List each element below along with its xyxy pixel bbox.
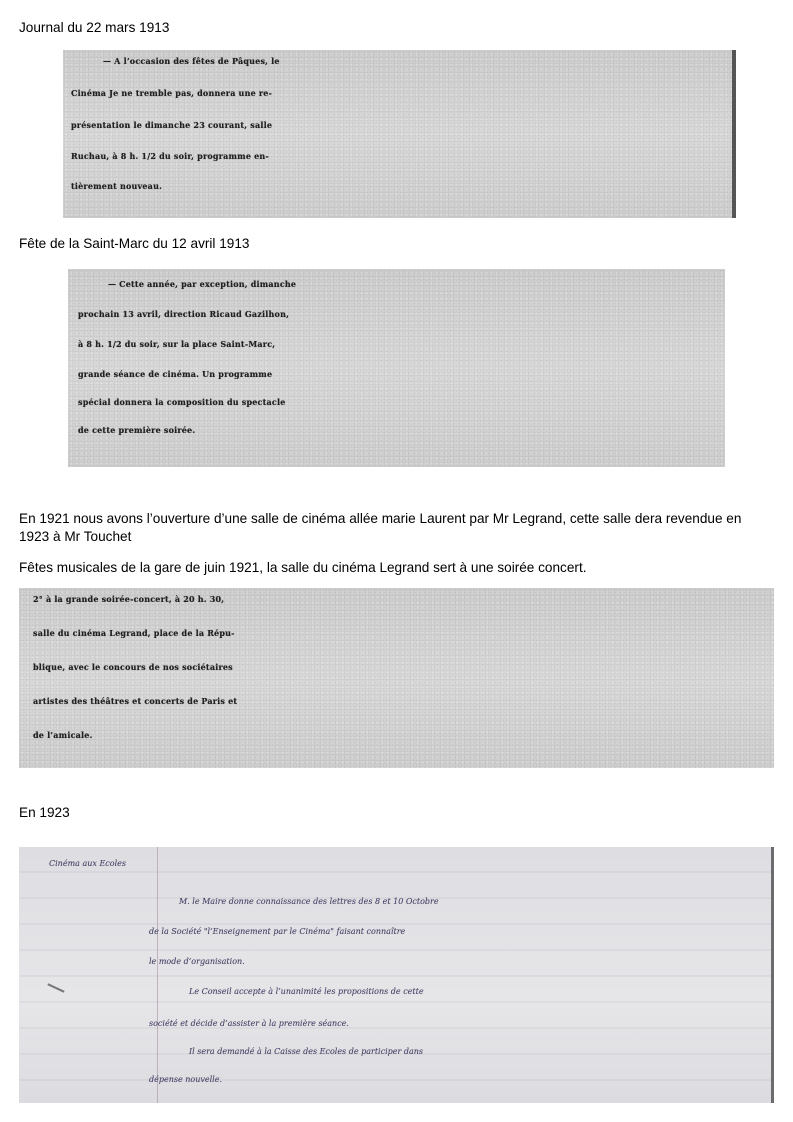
clipping-line: prochain 13 avril, direction Ricaud Gazilhon, <box>78 309 290 319</box>
handwritten-ledger-1923 <box>19 847 774 1103</box>
clipping-line: de cette première soirée. <box>78 425 196 435</box>
ledger-margin-line <box>157 847 158 1103</box>
newspaper-clipping-soiree-concert-1921 <box>19 588 774 768</box>
clipping-line: tièrement nouveau. <box>71 181 163 191</box>
clipping-line: présentation le dimanche 23 courant, salle <box>71 120 273 130</box>
ledger-mark <box>47 983 64 992</box>
ledger-line: M. le Maire donne connaissance des lettres des 8 et 10 Octobre <box>179 897 439 906</box>
ledger-edge <box>771 847 774 1103</box>
ledger-line: Le Conseil accepte à l’unanimité les propositions de cette <box>189 987 424 996</box>
ledger-line: de la Société "l’Enseignement par le Cinéma" faisant connaître <box>149 927 406 936</box>
caption-1923: En 1923 <box>19 805 70 820</box>
ledger-line: dépense nouvelle. <box>149 1075 223 1084</box>
caption-fetes-musicales-1921: Fêtes musicales de la gare de juin 1921, la salle du cinéma Legrand sert à une soirée concert. <box>19 560 587 575</box>
clipping-line: — Cette année, par exception, dimanche <box>108 279 297 289</box>
ledger-title: Cinéma aux Ecoles <box>49 859 126 868</box>
caption-journal-22-mars-1913: Journal du 22 mars 1913 <box>19 20 170 35</box>
clipping-edge <box>732 50 736 218</box>
clipping-line: Cinéma Je ne tremble pas, donnera une re- <box>71 88 273 98</box>
clipping-line: 2° à la grande soirée-concert, à 20 h. 30, <box>33 594 225 604</box>
clipping-line: à 8 h. 1/2 du soir, sur la place Saint-Marc, <box>78 339 276 349</box>
caption-saint-marc-1913: Fête de la Saint-Marc du 12 avril 1913 <box>19 236 250 251</box>
ledger-line: Il sera demandé à la Caisse des Ecoles de participer dans <box>189 1047 423 1056</box>
clipping-line: spécial donnera la composition du spectacle <box>78 397 286 407</box>
ledger-line: société et décide d’assister à la première séance. <box>149 1019 349 1028</box>
clipping-line: Ruchau, à 8 h. 1/2 du soir, programme en- <box>71 151 269 161</box>
newspaper-clipping-saint-marc-1913 <box>68 269 725 467</box>
clipping-line: — A l’occasion des fêtes de Pâques, le <box>103 56 280 66</box>
clipping-line: blique, avec le concours de nos sociétaires <box>33 662 233 672</box>
clipping-line: grande séance de cinéma. Un programme <box>78 369 273 379</box>
caption-1921-ouverture: En 1921 nous avons l’ouverture d’une salle de cinéma allée marie Laurent par Mr Legrand, cette salle dera revendue en 1923 à Mr Touchet <box>19 511 742 544</box>
clipping-line: artistes des théâtres et concerts de Paris et <box>33 696 238 706</box>
ledger-line: le mode d’organisation. <box>149 957 245 966</box>
clipping-line: de l’amicale. <box>33 730 93 740</box>
clipping-line: salle du cinéma Legrand, place de la Répu- <box>33 628 235 638</box>
newspaper-clipping-paques-1913 <box>63 50 736 218</box>
